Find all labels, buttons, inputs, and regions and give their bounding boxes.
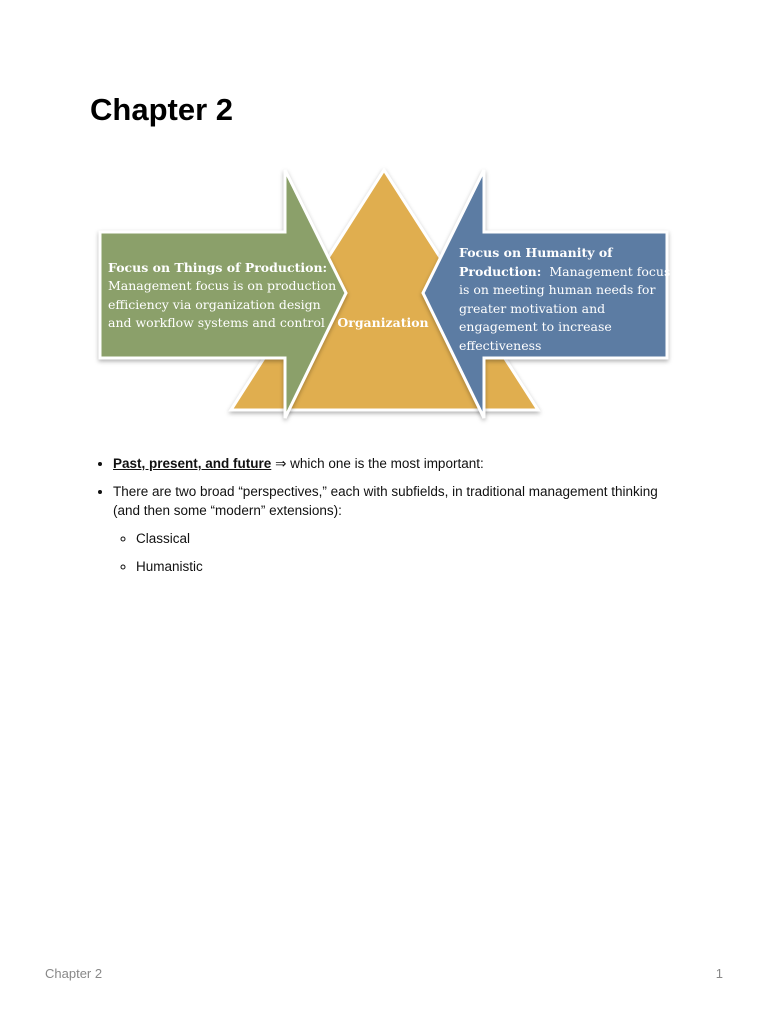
right-arrow-line-2: greater motivation and [459, 301, 606, 316]
page-title: Chapter 2 [90, 92, 233, 127]
footer-chapter: Chapter 2 [45, 966, 103, 981]
right-arrow-title-line-2 [459, 264, 670, 279]
list-item-text: There are two broad “perspectives,” each with subfields, in traditional management thinking (and then some “modern” extensions): [113, 484, 658, 518]
footer-page-number: 1 [715, 966, 723, 981]
center-organization-label: Organization [337, 315, 429, 330]
right-arrow-line-3: engagement to increase [459, 319, 612, 334]
left-arrow-line-3: and workflow systems and control [108, 315, 325, 330]
list-item [113, 482, 686, 576]
right-arrow-title-2: Production: [459, 264, 542, 279]
left-arrow-line-1: Management focus is on production [108, 278, 337, 293]
emphasized-phrase: Past, present, and future [113, 456, 272, 471]
left-arrow-line-2: efficiency via organization design [108, 297, 321, 312]
bullet-content [96, 454, 686, 585]
right-arrow-body-first: Management focus [549, 264, 671, 279]
sub-list-item: ◦ Classical [136, 529, 686, 548]
sub-list [113, 529, 686, 576]
right-arrow-title-1: Focus on Humanity of [459, 245, 613, 260]
management-perspectives-diagram [90, 160, 680, 430]
right-arrow-line-4: effectiveness [459, 338, 542, 353]
list-item [113, 454, 686, 473]
left-arrow-title: Focus on Things of Production: [108, 260, 328, 275]
bullet-list [96, 454, 686, 576]
right-arrow-line-1: is on meeting human needs for [459, 282, 656, 297]
list-item-text: which one is the most important: [286, 456, 484, 471]
implies-arrow: ⇒ [275, 456, 287, 471]
sub-list-item: ◦ Humanistic [136, 557, 686, 576]
